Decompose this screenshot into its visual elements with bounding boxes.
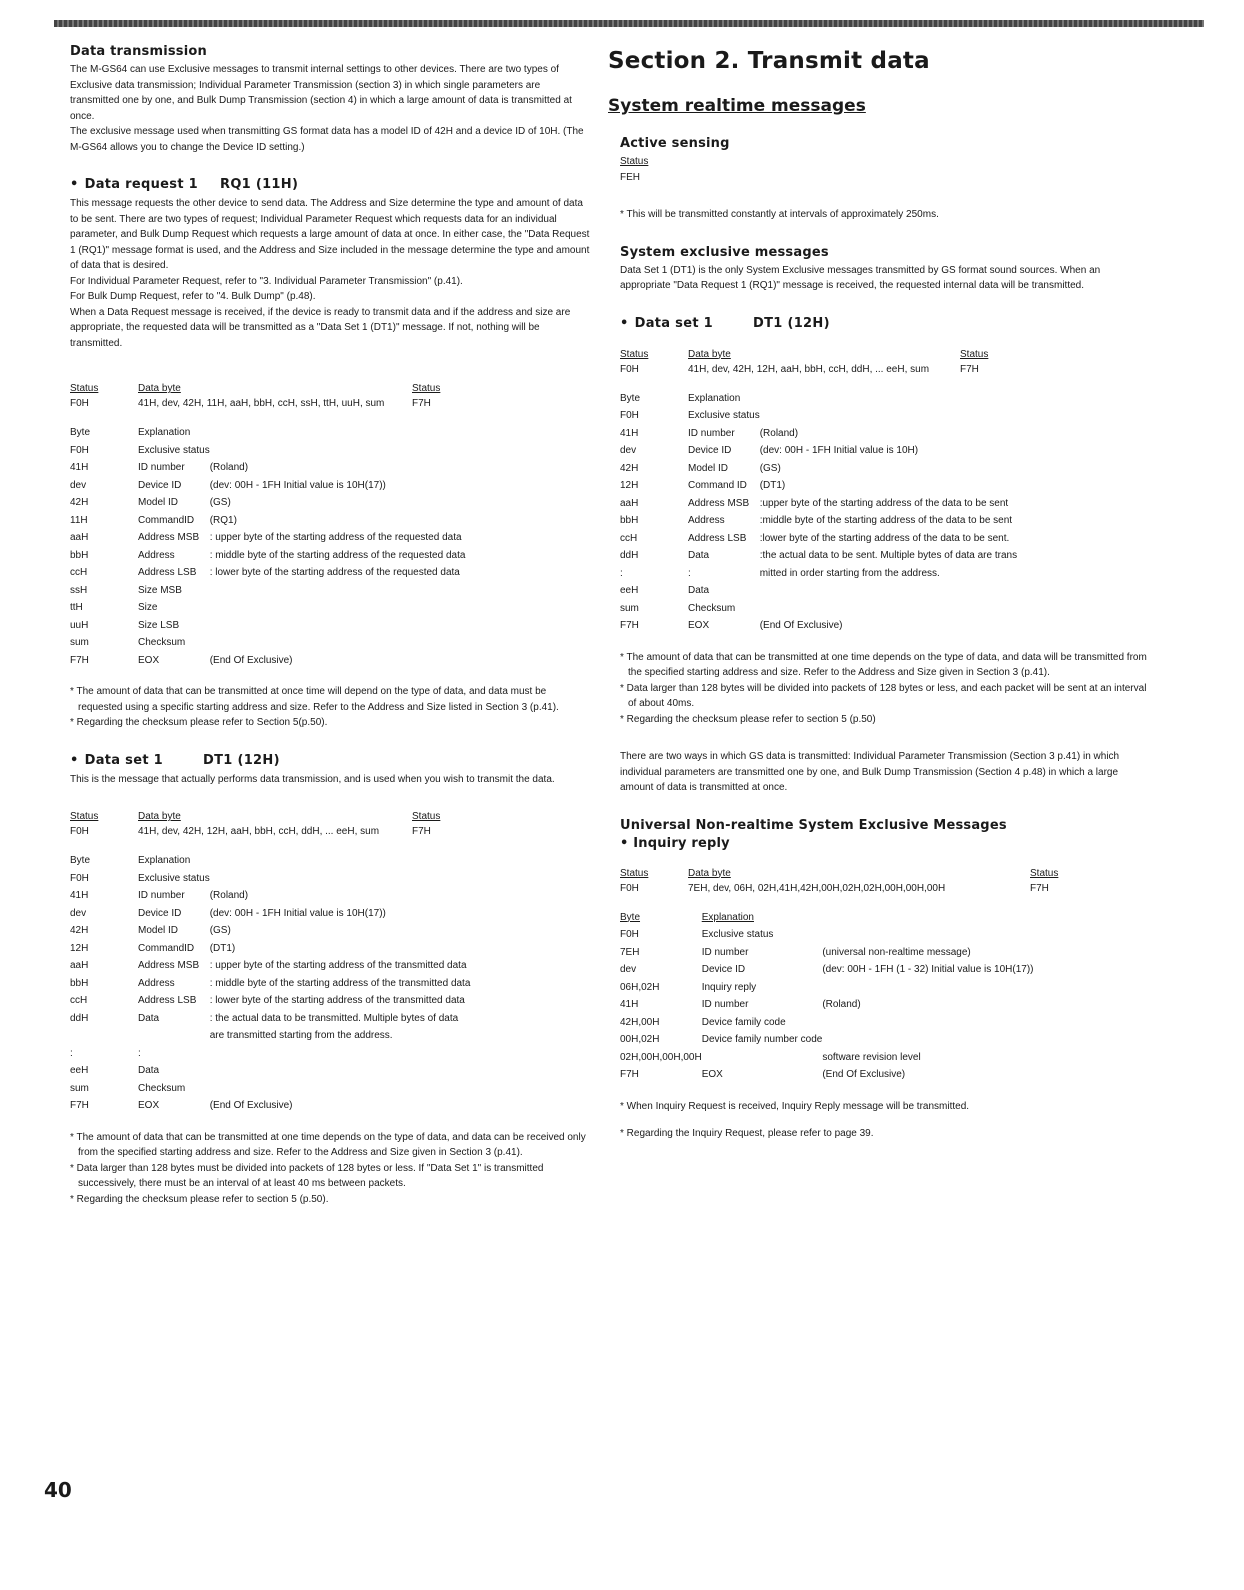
table-cell [822,929,1033,947]
table-cell: 12H [620,480,639,491]
table-cell: dev [620,445,637,456]
table-row [70,497,465,515]
table-row [620,1017,1034,1035]
table-cell [210,1048,471,1066]
table-row [70,943,470,961]
table-cell: Device ID [138,907,182,919]
table-cell: ddH [70,1012,89,1024]
note: * Regarding the checksum please refer to section 5 (p.50) [620,713,876,725]
inquiry-notes [620,1099,1150,1142]
top-rule [54,20,1204,27]
table-cell: (dev: 00H - 1FH (1 - 32) Initial value is 10H(17)) [822,964,1034,975]
dt1-byte-table [620,393,1017,638]
table-cell: ID number [701,946,749,958]
table-cell: CommandID [138,942,195,954]
table-row [70,1065,470,1083]
note: * The amount of data that can be transmitted at one time depends on the type of data, and data will be transmitted from the specified starting address and size. Refer to the Address and Size given in Section 3 (p.41). [620,651,1147,678]
table-cell: 41H [620,999,639,1010]
table-cell: EOX [688,620,710,631]
paragraph: The exclusive message used when transmitting GS format data has a model ID of 42H and a device ID of 10H. (The M-GS64 allows you to change the Device ID setting.) [70,126,584,153]
note: * Regarding the checksum please refer to section 5 (p.50). [70,1193,329,1205]
table-row [620,445,1017,463]
table-cell: EOX [138,654,160,666]
table-cell: F7H [620,1069,639,1080]
note: * The amount of data that can be transmitted at once time will depend on the type of data, and data must be requested using a specific starting address and size. Refer to the Address and Size listed in Section 3 (p.41). [70,686,559,713]
table-cell: (Roland) [822,999,861,1010]
table-row [70,637,465,655]
table-cell: Explanation [138,855,191,866]
table-row [70,1030,470,1048]
note: * When Inquiry Request is received, Inquiry Reply message will be transmitted. [620,1100,970,1112]
table-cell: 06H,02H [620,981,660,993]
table-cell [210,602,466,620]
table-row [70,480,465,498]
table-cell: :upper byte of the starting address of the data to be sent [759,497,1009,509]
table-cell: (End Of Exclusive) [209,1100,293,1111]
table-cell: 41H [620,427,639,439]
note: * Data larger than 128 bytes must be divided into packets of 128 bytes or less. If "Data Set 1" is transmitted successively, there must be an interval of at least 40 ms between packets. [70,1162,544,1189]
table-cell: F0H [70,444,89,456]
table-row [70,960,470,978]
table-row [70,995,470,1013]
dt1-message-format: Status Data byte Status F0H 41H, dev, 42H, 12H, aaH, bbH, ccH, ddH, ... eeH, sum F7H [70,811,441,837]
table-row [620,463,1017,481]
table-row [70,585,465,603]
table-cell [70,1030,138,1048]
table-cell: F0H [620,929,639,940]
status-label: Status [620,156,649,167]
paragraph: For Individual Parameter Request, refer to "3. Individual Parameter Transmission" (p.41). [70,275,463,287]
table-row [620,585,1017,603]
table-cell: :middle byte of the starting address of the data to be sent [759,515,1013,526]
table-cell: F0H [620,410,639,421]
table-cell: Address LSB [688,532,747,544]
table-cell [822,1034,1033,1052]
table-cell [822,912,1033,930]
dt1-notes [70,1130,590,1208]
table-row [70,908,470,926]
paragraph: When a Data Request message is received, if the device is ready to transmit data and if the address and size are appropriate, the requested data will be transmitted as a "Data Set 1 (DT1)" message. If not, nothing will be transmitted. [70,306,571,349]
paragraph: This is the message that actually performs data transmission, and is used when you wish to transmit the data. [70,773,555,785]
table-cell: F7H [620,620,639,631]
inquiry-byte-table [620,912,1034,1087]
data-transmission-heading: Data transmission [70,44,207,59]
table-cell: : lower byte of the starting address of the requested data [209,567,460,578]
table-cell: 7EH [620,946,640,958]
table-cell: : [688,567,691,579]
table-row [620,1069,1034,1087]
table-cell: F7H [70,654,89,666]
status-value: FEH [620,171,640,183]
table-cell: (dev: 00H - 1FH Initial value is 10H(17)) [209,479,386,491]
table-cell: EOX [701,1069,723,1080]
table-cell: 00H,02H [620,1034,660,1045]
table-cell: ccH [70,567,88,578]
table-cell: (universal non-realtime message) [822,946,971,958]
table-row [70,427,465,445]
table-cell: Address LSB [138,995,197,1006]
table-cell: :lower byte of the starting address of the data to be sent. [759,532,1010,544]
table-cell: EOX [138,1100,160,1111]
table-cell [210,445,466,463]
table-cell: Checksum [138,637,186,648]
table-cell: Exclusive status [701,929,774,940]
table-cell: : the actual data to be transmitted. Multiple bytes of data [209,1012,459,1024]
table-row [620,498,1017,516]
table-cell: Device family code [701,1016,786,1028]
table-row [620,982,1034,1000]
table-cell: Exclusive status [138,444,210,456]
rq1-heading: • Data request 1 RQ1 (11H) [70,177,299,192]
table-cell: Device family number code [701,1034,823,1045]
rq1-notes [70,684,590,731]
table-row [70,602,465,620]
table-cell: 42H,00H [620,1016,660,1028]
paragraph: The M-GS64 can use Exclusive messages to transmit internal settings to other devices. There are two types of Exclusive data transmission; Individual Parameter Transmission (section 3) in which single parameters are transmitted one by one, and Bulk Dump Transmission (section 4) in which a large amount of data is transmitted at once. [70,64,572,122]
table-row [620,410,1017,428]
paragraph: Data Set 1 (DT1) is the only System Exclusive messages transmitted by GS format sound sources. When an appropriate "Data Request 1 (RQ1)" message is received, the requested internal data will be transmitted. [620,264,1101,291]
table-row [70,532,465,550]
sysex-heading: System exclusive messages [620,244,829,260]
table-cell: (End Of Exclusive) [209,654,293,666]
table-row [620,393,1017,411]
table-cell: F7H [70,1100,89,1111]
dt1-heading: • Data set 1 DT1 (12H) [620,315,830,331]
table-cell: (End Of Exclusive) [759,620,843,631]
table-row [70,1083,470,1101]
table-cell: Address MSB [138,532,200,543]
table-cell: (End Of Exclusive) [822,1069,906,1080]
table-cell: (RQ1) [209,514,237,526]
page-number: 40 [44,1478,72,1502]
table-cell [138,1030,210,1048]
rq1-byte-table [70,427,465,672]
table-cell: 12H [70,942,89,954]
table-cell: ttH [70,602,83,613]
table-cell: 42H [620,462,639,474]
table-cell [760,603,1017,621]
table-cell: dev [70,479,87,491]
table-cell: Data [688,550,710,561]
subsection-title: System realtime messages [608,96,866,116]
table-cell: (Roland) [209,462,249,473]
table-cell: ddH [620,550,639,561]
table-cell: Model ID [688,462,729,474]
table-cell: : lower byte of the starting address of the transmitted data [209,995,465,1006]
table-cell: Address LSB [138,567,197,578]
table-cell: Byte [620,392,641,404]
table-cell: (GS) [759,462,781,474]
table-row [70,1013,470,1031]
table-cell: ccH [70,995,88,1006]
table-row [620,480,1017,498]
table-cell: Model ID [138,497,179,508]
table-cell: Explanation [688,392,741,404]
table-cell: (DT1) [209,942,236,954]
table-cell: mitted in order starting from the address. [759,567,940,579]
table-row [620,999,1034,1017]
table-row [70,567,465,585]
table-cell: bbH [70,977,89,989]
table-row [70,620,465,638]
dt1-message-format: Status Data byte Status F0H 41H, dev, 42H, 12H, aaH, bbH, ccH, ddH, ... eeH, sum F7H [620,348,989,375]
left-column [70,44,590,1207]
table-cell: Size [138,602,158,613]
table-cell: ssH [70,584,88,596]
table-row [620,568,1017,586]
table-cell [210,1083,471,1101]
table-cell: F0H [70,872,89,884]
table-cell [210,427,466,445]
table-cell: Byte [70,855,91,866]
table-row [620,620,1017,638]
table-cell: sum [70,637,89,648]
dt1-heading: • Data set 1 DT1 (12H) [70,752,280,768]
inquiry-reply-heading: • Inquiry reply [620,835,730,851]
table-cell: Size LSB [138,619,180,631]
table-cell: Inquiry reply [701,981,757,993]
table-cell: (dev: 00H - 1FH Initial value is 10H(17)) [209,907,386,919]
rq1-message-format: Status Data byte Status F0H 41H, dev, 42H, 11H, aaH, bbH, ccH, ssH, ttH, uuH, sum F7H [70,383,441,409]
table-cell [210,1065,471,1083]
table-cell: Byte [620,911,641,923]
table-cell: Model ID [138,925,179,936]
table-cell: ID number [688,427,735,439]
table-cell: (GS) [209,925,231,936]
table-row [620,515,1017,533]
table-cell: : middle byte of the starting address of the requested data [209,549,466,561]
table-cell: aaH [620,497,639,509]
table-cell [210,855,471,873]
table-cell: Explanation [701,911,754,923]
table-cell: : upper byte of the starting address of the transmitted data [209,960,467,971]
table-cell: Address MSB [138,960,200,971]
paragraph: There are two ways in which GS data is transmitted: Individual Parameter Transmission (Section 3 p.41) in which individual parameters are transmitted one by one, and Bulk Dump Transmission (Section 4 p.48) in which a large amount of data is transmitted at once. [620,751,1120,793]
table-row [70,550,465,568]
note: * This will be transmitted constantly at intervals of approximately 250ms. [620,209,939,220]
table-cell: Device ID [688,445,732,456]
table-cell: sum [70,1082,89,1094]
table-cell: dev [620,964,637,975]
table-row [70,1048,470,1066]
table-cell [822,1017,1033,1035]
table-row [620,947,1034,965]
table-cell: : [620,567,623,579]
note: * The amount of data that can be transmitted at one time depends on the type of data, and data can be received only from the specified starting address and size. Refer to the Address and Size given in Section 3 (p.41). [70,1131,586,1158]
table-cell: eeH [620,585,639,596]
note: * Regarding the Inquiry Request, please refer to page 39. [620,1128,874,1139]
table-cell: : middle byte of the starting address of the transmitted data [209,977,471,989]
table-row [70,445,465,463]
table-row [70,873,470,891]
dt1-byte-table [70,855,470,1118]
table-row [620,964,1034,982]
table-cell: (Roland) [209,890,249,901]
table-cell: :the actual data to be sent. Multiple bytes of data are trans [759,550,1018,561]
table-cell: Exclusive status [138,872,210,884]
table-cell [822,982,1033,1000]
table-cell [210,637,466,655]
table-cell: bbH [70,549,89,561]
table-cell: Address [138,549,175,561]
table-cell: Address MSB [688,497,750,509]
table-cell: (Roland) [759,427,799,439]
table-cell [760,393,1017,411]
table-row [620,929,1034,947]
table-row [620,603,1017,621]
table-cell: (dev: 00H - 1FH Initial value is 10H) [759,445,919,456]
table-cell: Device ID [701,964,746,975]
table-cell: ID number [701,999,749,1010]
table-row [70,925,470,943]
paragraph: This message requests the other device to send data. The Address and Size determine the type and amount of data to be sent. There are two types of request; Individual Parameter Request which requests data for an individual parameter, and Bulk Dump Request which requests a large amount of data at once. In either case, the "Data Request 1 (RQ1)" message format is used, and the Address and Size included in the message determine the type and amount of data that is desired. [70,198,590,271]
universal-heading: Universal Non-realtime System Exclusive Messages [620,817,1007,833]
table-cell: 11H [70,514,88,526]
table-row [620,533,1017,551]
table-cell [702,1052,823,1070]
table-cell [210,873,471,891]
table-row [70,515,465,533]
table-cell: bbH [620,515,639,526]
table-cell [210,620,466,638]
table-cell: sum [620,602,639,614]
note: * Data larger than 128 bytes will be divided into packets of 128 bytes or less, and each packet will be sent at an interval of about 40ms. [620,682,1147,709]
table-cell: are transmitted starting from the address. [209,1030,393,1041]
table-row [620,428,1017,446]
table-cell: Data [138,1012,160,1024]
table-row [620,912,1034,930]
table-row [70,978,470,996]
table-cell: Byte [70,427,91,438]
table-cell: Checksum [688,602,736,614]
table-cell: software revision level [822,1051,921,1063]
table-cell [760,410,1017,428]
table-cell [210,585,466,603]
table-cell: (GS) [209,497,231,508]
table-cell: 02H,00H,00H,00H [620,1051,702,1063]
table-cell: Size MSB [138,584,182,596]
table-cell: ID number [138,890,185,901]
table-row [620,550,1017,568]
table-cell: 41H [70,462,89,473]
table-cell: : upper byte of the starting address of the requested data [209,532,462,543]
table-row [70,855,470,873]
table-cell: Command ID [688,480,747,491]
table-row [70,462,465,480]
right-column [608,44,1150,1142]
table-cell: Address [138,977,175,989]
table-cell: Data [138,1065,160,1076]
table-cell: aaH [70,960,89,971]
table-cell: ccH [620,532,638,544]
table-cell: Address [688,515,725,526]
table-cell: Data [688,585,710,596]
note: * Regarding the checksum please refer to Section 5(p.50). [70,717,328,728]
table-cell: (DT1) [759,480,786,491]
table-row [620,1034,1034,1052]
inquiry-message-format: Status Data byte Status F0H 7EH, dev, 06H, 02H,41H,42H,00H,02H,02H,00H,00H,00H F7H [620,867,1059,894]
table-cell: Exclusive status [688,410,760,421]
table-cell: eeH [70,1065,89,1076]
table-cell: : [70,1047,73,1059]
table-cell: Checksum [138,1082,186,1094]
table-row [70,890,470,908]
table-cell: 42H [70,497,89,508]
table-cell: uuH [70,619,89,631]
table-cell: Explanation [138,427,191,438]
table-row [70,1100,470,1118]
table-cell: ID number [138,462,185,473]
table-cell: 42H [70,925,89,936]
table-cell: aaH [70,532,89,543]
paragraph: For Bulk Dump Request, refer to "4. Bulk Dump" (p.48). [70,291,316,302]
active-sensing-heading: Active sensing [620,136,730,151]
table-cell: dev [70,907,87,919]
table-row [70,655,465,673]
table-cell: 41H [70,890,89,901]
table-cell: CommandID [138,514,195,526]
table-cell: : [138,1047,141,1059]
table-cell: Device ID [138,479,182,491]
section-title: Section 2. Transmit data [608,48,930,74]
table-row [620,1052,1034,1070]
table-cell [760,585,1017,603]
dt1-notes [620,650,1150,728]
